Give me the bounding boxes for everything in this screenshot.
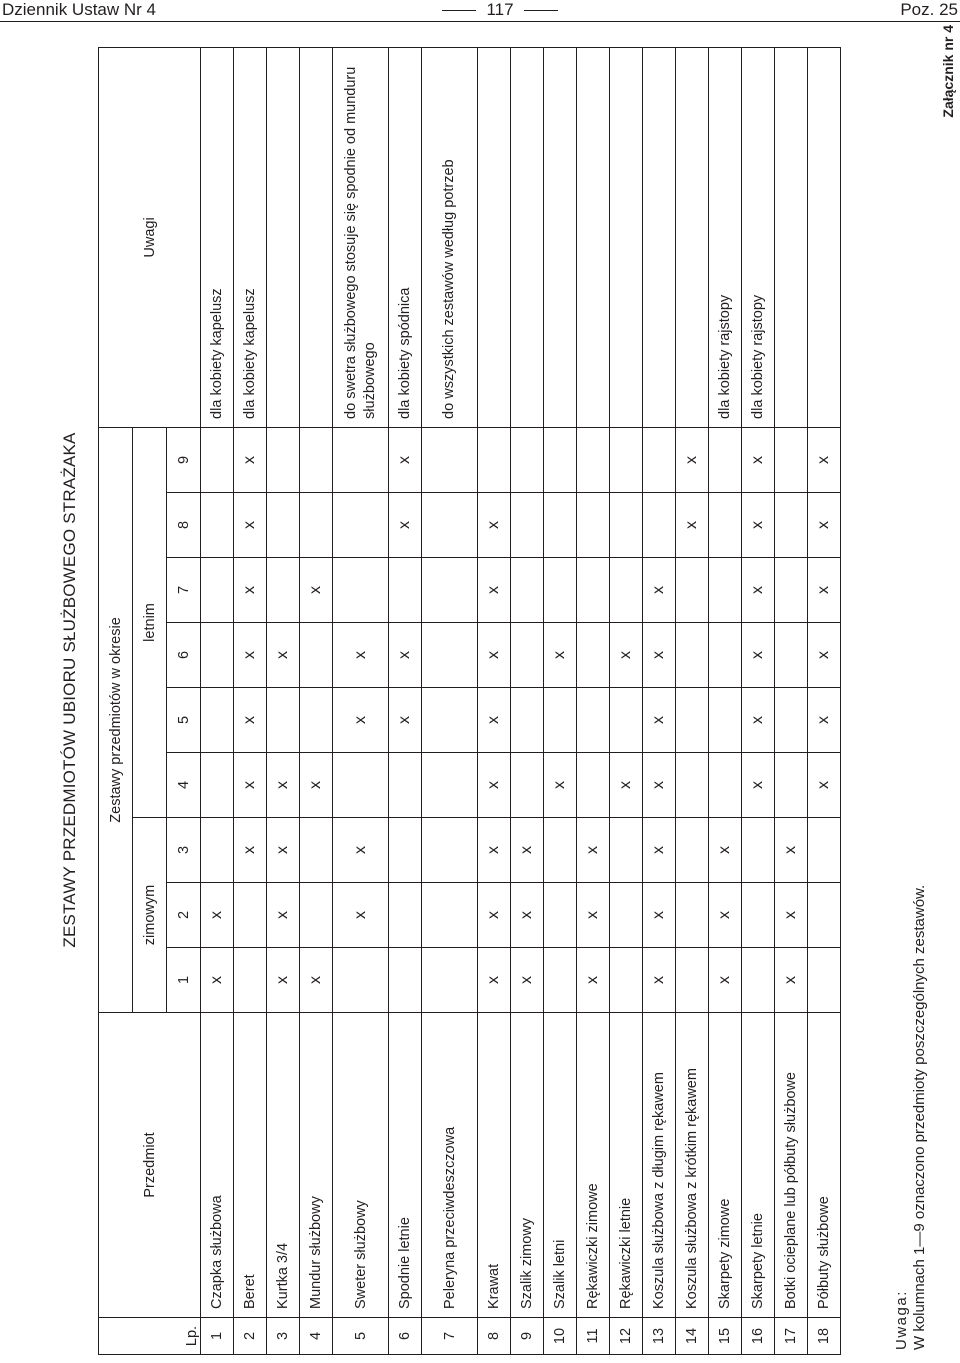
set-mark-cell: x <box>478 948 511 1013</box>
row-note: dla kobiety spódnica <box>389 47 422 427</box>
row-lp: 8 <box>478 1318 511 1355</box>
set-mark-cell <box>267 493 300 558</box>
set-mark-cell: x <box>478 688 511 753</box>
set-mark-cell <box>808 948 841 1013</box>
row-lp: 4 <box>300 1318 333 1355</box>
set-mark-cell <box>742 883 775 948</box>
set-mark-cell <box>610 558 643 623</box>
set-mark-cell <box>676 883 709 948</box>
set-mark-cell <box>544 688 577 753</box>
set-mark-cell <box>577 753 610 818</box>
set-mark-cell: x <box>234 493 267 558</box>
set-mark-cell <box>422 948 478 1013</box>
set-mark-cell <box>808 818 841 883</box>
set-mark-cell <box>300 623 333 688</box>
table-row <box>300 47 333 1354</box>
row-lp: 18 <box>808 1318 841 1355</box>
table-row <box>478 47 511 1354</box>
set-mark-cell <box>676 753 709 818</box>
row-note: dla kobiety kapelusz <box>201 47 234 427</box>
set-mark-cell: x <box>333 623 389 688</box>
set-mark-cell: x <box>610 623 643 688</box>
set-mark-cell: x <box>544 623 577 688</box>
table-row <box>267 47 300 1354</box>
set-mark-cell: x <box>389 623 422 688</box>
row-item: Beret <box>234 1013 267 1318</box>
set-mark-cell <box>643 427 676 492</box>
position-number: Poz. 25 <box>900 0 958 19</box>
set-mark-cell <box>709 427 742 492</box>
row-lp: 15 <box>709 1318 742 1355</box>
set-mark-cell <box>234 883 267 948</box>
set-mark-cell <box>333 558 389 623</box>
row-lp: 14 <box>676 1318 709 1355</box>
set-mark-cell: x <box>577 818 610 883</box>
row-lp: 2 <box>234 1318 267 1355</box>
set-mark-cell <box>709 493 742 558</box>
page-number <box>430 0 570 20</box>
set-mark-cell: x <box>267 623 300 688</box>
set-mark-cell <box>422 427 478 492</box>
table-row <box>775 47 808 1354</box>
table-row <box>577 47 610 1354</box>
dash-right <box>524 10 558 11</box>
set-mark-cell <box>643 493 676 558</box>
set-mark-cell: x <box>267 753 300 818</box>
set-mark-cell <box>201 753 234 818</box>
set-mark-cell <box>511 558 544 623</box>
set-mark-cell <box>333 753 389 818</box>
set-mark-cell: x <box>300 753 333 818</box>
set-mark-cell: x <box>643 688 676 753</box>
page-header <box>0 0 960 22</box>
set-mark-cell: x <box>808 558 841 623</box>
set-mark-cell <box>267 427 300 492</box>
set-mark-cell <box>610 688 643 753</box>
row-lp: 11 <box>577 1318 610 1355</box>
set-mark-cell <box>333 948 389 1013</box>
set-mark-cell <box>709 753 742 818</box>
set-mark-cell <box>610 493 643 558</box>
uniform-sets-table <box>98 47 841 1355</box>
set-mark-cell: x <box>577 883 610 948</box>
set-mark-cell: x <box>478 818 511 883</box>
set-mark-cell: x <box>709 948 742 1013</box>
set-mark-cell <box>422 688 478 753</box>
set-mark-cell <box>676 623 709 688</box>
set-mark-cell: x <box>333 883 389 948</box>
set-mark-cell <box>389 558 422 623</box>
set-mark-cell: x <box>775 818 808 883</box>
set-mark-cell: x <box>201 948 234 1013</box>
footnote-label: Uwaga: <box>893 1290 910 1350</box>
row-lp: 5 <box>333 1318 389 1355</box>
set-mark-cell: x <box>478 753 511 818</box>
set-mark-cell <box>300 427 333 492</box>
set-mark-cell: x <box>742 688 775 753</box>
header-item: Przedmiot <box>99 1013 201 1318</box>
annex-label: Załącznik nr 4 <box>940 25 956 118</box>
row-lp: 12 <box>610 1318 643 1355</box>
set-mark-cell: x <box>643 753 676 818</box>
set-mark-cell: x <box>643 818 676 883</box>
set-mark-cell: x <box>775 948 808 1013</box>
set-mark-cell: x <box>643 623 676 688</box>
set-mark-cell: x <box>742 427 775 492</box>
table-row <box>422 47 478 1354</box>
header-lp: Lp. <box>99 1318 201 1355</box>
row-item: Skarpety zimowe <box>709 1013 742 1318</box>
set-mark-cell <box>333 493 389 558</box>
set-mark-cell: x <box>333 688 389 753</box>
set-mark-cell: x <box>610 753 643 818</box>
row-item: Rękawiczki letnie <box>610 1013 643 1318</box>
set-mark-cell: x <box>808 753 841 818</box>
set-mark-cell <box>201 427 234 492</box>
row-note <box>267 47 300 427</box>
set-mark-cell: x <box>808 623 841 688</box>
table-row <box>610 47 643 1354</box>
set-mark-cell: x <box>742 753 775 818</box>
set-mark-cell <box>478 427 511 492</box>
set-mark-cell <box>676 558 709 623</box>
row-note <box>511 47 544 427</box>
set-mark-cell: x <box>742 558 775 623</box>
row-note <box>808 47 841 427</box>
table-row <box>676 47 709 1354</box>
journal-name: Dziennik Ustaw Nr 4 <box>2 0 156 19</box>
set-mark-cell <box>422 753 478 818</box>
footnote <box>893 885 929 1350</box>
set-number-5: 5 <box>167 688 201 753</box>
set-mark-cell <box>300 883 333 948</box>
set-number-1: 1 <box>167 948 201 1013</box>
page-number-text: 117 <box>486 0 514 19</box>
set-mark-cell <box>775 688 808 753</box>
set-mark-cell <box>610 948 643 1013</box>
row-note <box>610 47 643 427</box>
table-row <box>544 47 577 1354</box>
set-number-3: 3 <box>167 818 201 883</box>
set-mark-cell: x <box>643 948 676 1013</box>
table-row <box>389 47 422 1354</box>
header-summer: letnim <box>133 427 167 817</box>
row-item: Szalik letni <box>544 1013 577 1318</box>
row-note: do swetra służbowego stosuje się spodnie od munduru służbowego <box>333 47 389 427</box>
table-row <box>742 47 775 1354</box>
set-mark-cell: x <box>333 818 389 883</box>
set-mark-cell <box>511 427 544 492</box>
set-mark-cell <box>775 427 808 492</box>
set-mark-cell <box>610 427 643 492</box>
set-mark-cell <box>709 688 742 753</box>
row-lp: 17 <box>775 1318 808 1355</box>
set-mark-cell: x <box>389 688 422 753</box>
set-mark-cell: x <box>234 558 267 623</box>
set-mark-cell <box>709 558 742 623</box>
row-note <box>643 47 676 427</box>
set-mark-cell <box>201 623 234 688</box>
row-lp: 13 <box>643 1318 676 1355</box>
row-note: dla kobiety kapelusz <box>234 47 267 427</box>
set-mark-cell: x <box>577 948 610 1013</box>
set-mark-cell: x <box>808 427 841 492</box>
row-lp: 1 <box>201 1318 234 1355</box>
set-mark-cell: x <box>300 558 333 623</box>
set-mark-cell: x <box>544 753 577 818</box>
set-mark-cell: x <box>511 948 544 1013</box>
document-title: ZESTAWY PRZEDMIOTÓW UBIORU SŁUŻBOWEGO STRAŻAKA <box>60 432 79 948</box>
header-notes: Uwagi <box>99 47 201 427</box>
set-mark-cell <box>544 948 577 1013</box>
set-mark-cell <box>422 558 478 623</box>
row-item: Peleryna przeciwdeszczowa <box>422 1013 478 1318</box>
set-mark-cell <box>300 688 333 753</box>
set-mark-cell: x <box>234 753 267 818</box>
set-mark-cell <box>676 818 709 883</box>
set-mark-cell <box>544 883 577 948</box>
row-lp: 3 <box>267 1318 300 1355</box>
row-item: Skarpety letnie <box>742 1013 775 1318</box>
set-mark-cell: x <box>478 883 511 948</box>
row-note: dla kobiety rajstopy <box>709 47 742 427</box>
row-item: Sweter służbowy <box>333 1013 389 1318</box>
row-item: Szalik zimowy <box>511 1013 544 1318</box>
set-mark-cell <box>775 558 808 623</box>
set-mark-cell <box>544 818 577 883</box>
set-mark-cell <box>808 883 841 948</box>
set-mark-cell <box>422 818 478 883</box>
row-item: Krawat <box>478 1013 511 1318</box>
row-item: Kurtka 3/4 <box>267 1013 300 1318</box>
set-mark-cell <box>577 623 610 688</box>
set-mark-cell <box>577 558 610 623</box>
set-mark-cell <box>234 948 267 1013</box>
set-mark-cell: x <box>267 883 300 948</box>
row-item: Spodnie letnie <box>389 1013 422 1318</box>
set-mark-cell <box>544 427 577 492</box>
row-item: Koszula służbowa z krótkim rękawem <box>676 1013 709 1318</box>
table-row <box>643 47 676 1354</box>
set-mark-cell: x <box>742 623 775 688</box>
set-mark-cell <box>300 818 333 883</box>
set-number-4: 4 <box>167 753 201 818</box>
row-lp: 10 <box>544 1318 577 1355</box>
set-mark-cell: x <box>267 948 300 1013</box>
set-mark-cell: x <box>808 493 841 558</box>
row-item: Mundur służbowy <box>300 1013 333 1318</box>
set-number-6: 6 <box>167 623 201 688</box>
set-mark-cell <box>201 558 234 623</box>
set-mark-cell <box>201 493 234 558</box>
set-mark-cell <box>389 753 422 818</box>
set-mark-cell: x <box>267 818 300 883</box>
row-item: Rękawiczki zimowe <box>577 1013 610 1318</box>
set-mark-cell <box>201 688 234 753</box>
set-mark-cell <box>333 427 389 492</box>
row-note <box>676 47 709 427</box>
set-mark-cell: x <box>775 883 808 948</box>
set-mark-cell <box>422 623 478 688</box>
set-mark-cell: x <box>478 623 511 688</box>
table-row <box>709 47 742 1354</box>
set-mark-cell <box>422 493 478 558</box>
set-mark-cell <box>389 818 422 883</box>
row-note: do wszystkich zestawów według potrzeb <box>422 47 478 427</box>
set-mark-cell <box>775 493 808 558</box>
set-mark-cell: x <box>234 688 267 753</box>
set-mark-cell <box>544 558 577 623</box>
set-mark-cell: x <box>709 818 742 883</box>
set-mark-cell <box>511 623 544 688</box>
set-mark-cell: x <box>511 818 544 883</box>
set-mark-cell <box>577 688 610 753</box>
set-mark-cell <box>389 883 422 948</box>
set-mark-cell: x <box>234 623 267 688</box>
set-mark-cell <box>577 427 610 492</box>
set-mark-cell: x <box>808 688 841 753</box>
set-mark-cell: x <box>742 493 775 558</box>
set-mark-cell <box>389 948 422 1013</box>
set-number-8: 8 <box>167 493 201 558</box>
set-mark-cell: x <box>478 558 511 623</box>
set-number-7: 7 <box>167 558 201 623</box>
set-mark-cell: x <box>643 558 676 623</box>
row-item: Czapka służbowa <box>201 1013 234 1318</box>
row-note: dla kobiety rajstopy <box>742 47 775 427</box>
row-note <box>775 47 808 427</box>
set-mark-cell <box>775 753 808 818</box>
set-mark-cell <box>610 883 643 948</box>
header-winter: zimowym <box>133 818 167 1013</box>
set-mark-cell <box>511 688 544 753</box>
set-mark-cell: x <box>478 493 511 558</box>
table-row <box>511 47 544 1354</box>
set-mark-cell <box>742 948 775 1013</box>
set-mark-cell <box>709 623 742 688</box>
row-note <box>300 47 333 427</box>
set-mark-cell: x <box>676 493 709 558</box>
row-item: Botki ocieplane lub półbuty służbowe <box>775 1013 808 1318</box>
row-note <box>577 47 610 427</box>
set-mark-cell <box>676 688 709 753</box>
row-item: Koszula służbowa z długim rękawem <box>643 1013 676 1318</box>
set-number-9: 9 <box>167 427 201 492</box>
set-mark-cell <box>267 688 300 753</box>
set-mark-cell <box>422 883 478 948</box>
set-mark-cell <box>676 948 709 1013</box>
set-mark-cell: x <box>389 493 422 558</box>
set-mark-cell <box>201 818 234 883</box>
rotated-page-content <box>0 25 960 1355</box>
table-row <box>201 47 234 1354</box>
row-item: Półbuty służbowe <box>808 1013 841 1318</box>
set-mark-cell: x <box>201 883 234 948</box>
set-mark-cell: x <box>511 883 544 948</box>
dash-left <box>442 10 476 11</box>
row-note <box>478 47 511 427</box>
set-mark-cell <box>300 493 333 558</box>
set-mark-cell <box>267 558 300 623</box>
set-mark-cell: x <box>676 427 709 492</box>
table-body <box>201 47 841 1354</box>
row-lp: 7 <box>422 1318 478 1355</box>
header-sets: Zestawy przedmiotów w okresie <box>99 427 133 1012</box>
set-number-2: 2 <box>167 883 201 948</box>
set-mark-cell: x <box>643 883 676 948</box>
row-lp: 9 <box>511 1318 544 1355</box>
set-mark-cell <box>577 493 610 558</box>
set-mark-cell <box>775 623 808 688</box>
table-row <box>808 47 841 1354</box>
set-mark-cell <box>511 493 544 558</box>
table-row <box>234 47 267 1354</box>
set-mark-cell <box>742 818 775 883</box>
row-lp: 16 <box>742 1318 775 1355</box>
table-row <box>333 47 389 1354</box>
set-mark-cell <box>511 753 544 818</box>
row-lp: 6 <box>389 1318 422 1355</box>
set-mark-cell: x <box>389 427 422 492</box>
set-mark-cell: x <box>234 818 267 883</box>
footnote-text: W kolumnach 1—9 oznaczono przedmioty poszczególnych zestawów. <box>911 884 928 1350</box>
row-note <box>544 47 577 427</box>
set-mark-cell: x <box>709 883 742 948</box>
set-mark-cell: x <box>234 427 267 492</box>
set-mark-cell: x <box>300 948 333 1013</box>
set-mark-cell <box>544 493 577 558</box>
set-mark-cell <box>610 818 643 883</box>
header-row-1 <box>99 47 133 1354</box>
